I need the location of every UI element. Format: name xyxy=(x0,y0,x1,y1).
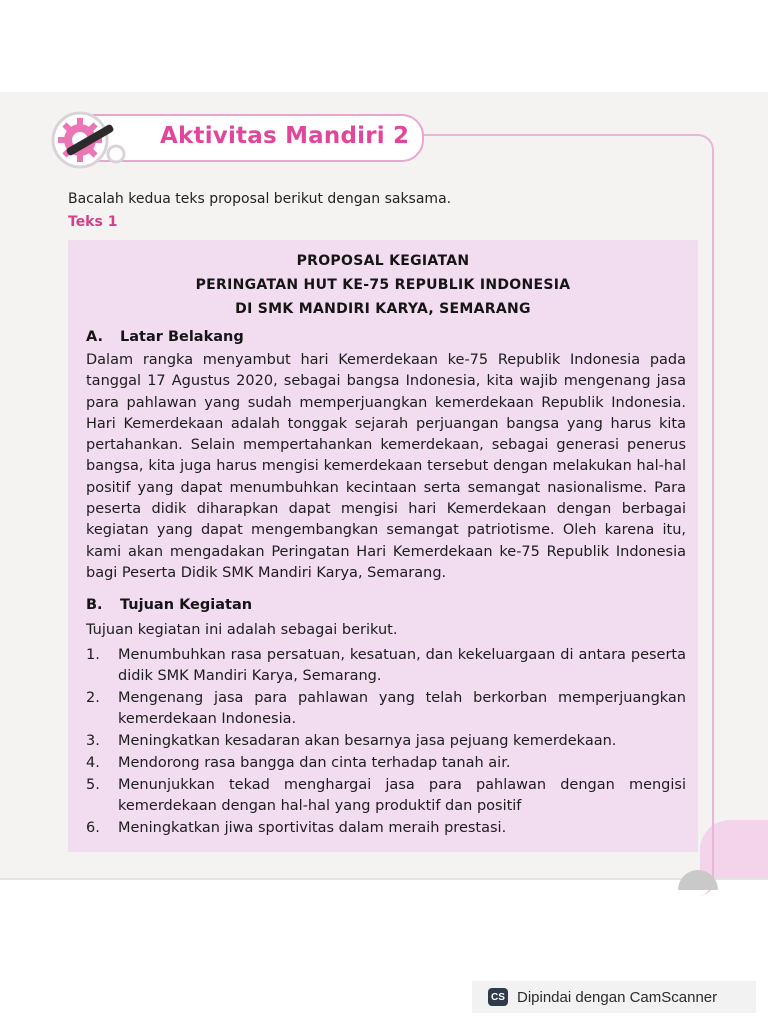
camscanner-logo-icon: CS xyxy=(488,988,508,1006)
list-text: Mendorong rasa bangga dan cinta terhadap tanah air. xyxy=(118,755,511,771)
proposal-title-line-1: PROPOSAL KEGIATAN xyxy=(296,253,470,269)
section-b-letter: B. xyxy=(86,597,103,613)
section-a-heading xyxy=(86,329,244,345)
list-text: Menunjukkan tekad menghargai jasa para pahlawan dengan mengisi kemerdekaan dengan hal-hal yang produktif dan positif xyxy=(118,777,686,814)
list-number: 5. xyxy=(86,777,100,793)
section-a-paragraph: Dalam rangka menyambut hari Kemerdekaan ke-75 Republik Indonesia pada tanggal 17 Agustus 2020, sebagai bangsa Indonesia, kita wajib mengenang jasa para pahlawan yang sudah memperjuangkan kemerdekaan Republik Indonesia. Hari Kemerdekaan adalah tonggak sejarah perjuangan bangsa yang harus kita pertahankan. Selain mempertahankan kemerdekaan, sebagai generasi penerus bangsa, kita juga harus mengisi kemerdekaan tersebut dengan melakukan hal-hal positif yang dapat menumbuhkan kecintaan serta semangat nasionalisme. Para peserta didik diharapkan dapat mengisi hari Kemerdekaan dengan berbagai kegiatan yang dapat mengembangkan semangat patriotisme. Oleh karena itu, kami akan mengadakan Peringatan Hari Kemerdekaan ke-75 Republik Indonesia bagi Peserta Didik SMK Mandiri Karya, Semarang. xyxy=(86,352,686,581)
list-item xyxy=(86,753,686,774)
instruction-text: Bacalah kedua teks proposal berikut dengan saksama. xyxy=(68,191,452,207)
list-item xyxy=(86,645,686,687)
list-number: 2. xyxy=(86,690,100,706)
text-label: Teks 1 xyxy=(68,214,118,230)
proposal-title-line-3: DI SMK MANDIRI KARYA, SEMARANG xyxy=(235,301,531,317)
list-text: Meningkatkan jiwa sportivitas dalam meraih prestasi. xyxy=(118,820,507,836)
list-item xyxy=(86,775,686,817)
list-number: 4. xyxy=(86,755,100,771)
list-text: Menumbuhkan rasa persatuan, kesatuan, dan kekeluargaan di antara peserta didik SMK Mandiri Karya, Semarang. xyxy=(118,647,686,684)
camscanner-watermark xyxy=(472,981,756,1013)
section-a-title: Latar Belakang xyxy=(120,329,244,345)
list-number: 1. xyxy=(86,647,100,663)
section-a-letter: A. xyxy=(86,329,103,345)
proposal-title-line-2: PERINGATAN HUT KE-75 REPUBLIK INDONESIA xyxy=(195,277,571,293)
list-text: Meningkatkan kesadaran akan besarnya jasa pejuang kemerdekaan. xyxy=(118,733,617,749)
gear-wrench-icon xyxy=(50,110,136,170)
list-number: 6. xyxy=(86,820,100,836)
camscanner-text: Dipindai dengan CamScanner xyxy=(517,988,718,1006)
list-number: 3. xyxy=(86,733,100,749)
list-item xyxy=(86,818,686,839)
section-b-title: Tujuan Kegiatan xyxy=(120,597,253,613)
section-b-intro: Tujuan kegiatan ini adalah sebagai berikut. xyxy=(86,622,398,638)
list-text: Mengenang jasa para pahlawan yang telah berkorban memperjuangkan kemerdekaan Indonesia. xyxy=(118,690,686,727)
activity-title: Aktivitas Mandiri 2 xyxy=(160,123,410,149)
section-b-heading xyxy=(86,597,252,613)
list-item xyxy=(86,688,686,730)
list-item xyxy=(86,731,686,752)
